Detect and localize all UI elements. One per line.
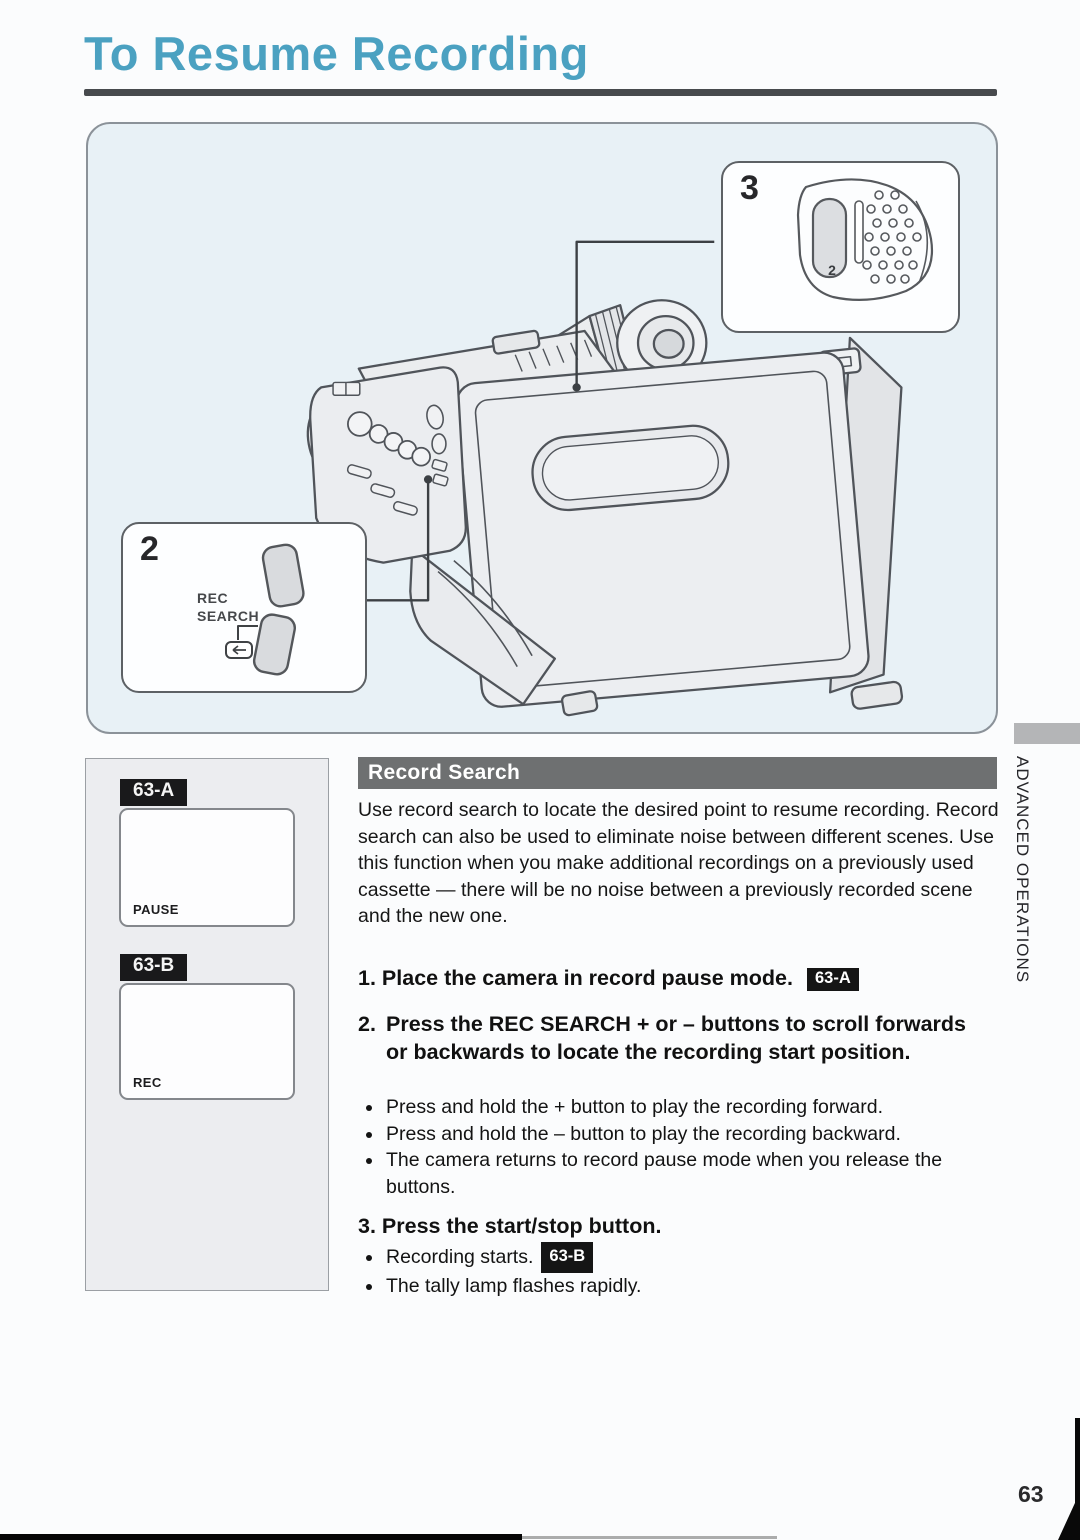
page-number: 63 — [1018, 1481, 1044, 1507]
note-text: The camera returns to record pause mode when you release the buttons. — [386, 1149, 943, 1198]
startstop-button-label: 2 — [828, 262, 836, 278]
screen-63b — [119, 983, 295, 1100]
step-1-ref-badge: 63-A — [807, 968, 859, 991]
note-text: Recording starts. — [386, 1246, 534, 1268]
note-text: Press and hold the + button to play the recording forward. — [386, 1096, 884, 1118]
callout3-number: 3 — [740, 169, 759, 207]
screen-badge-63a: 63-A — [120, 779, 187, 806]
note-item — [384, 1242, 996, 1273]
note-item — [384, 1147, 996, 1200]
indicator-pause: PAUSE — [133, 902, 179, 917]
recsearch-label-line2: SEARCH — [197, 608, 260, 624]
startstop-pointer-dot — [572, 383, 580, 391]
step-3-ref-badge: 63-B — [541, 1242, 593, 1273]
step-2-number: 2. — [358, 1012, 376, 1036]
callout2-number: 2 — [140, 530, 159, 568]
page-title: To Resume Recording — [84, 27, 589, 80]
step-3 — [358, 1214, 998, 1239]
screen-63a — [119, 808, 295, 927]
camcorder-figure-panel — [86, 122, 998, 734]
callout-step2-box — [121, 522, 367, 693]
section-header: Record Search — [358, 757, 997, 789]
note-item — [384, 1121, 996, 1148]
indicator-rec: REC — [133, 1075, 162, 1090]
title-rule — [84, 89, 997, 96]
startstop-panel-drawing — [751, 171, 953, 321]
recsearch-pointer-dot — [424, 475, 432, 483]
note-text: The tally lamp flashes rapidly. — [386, 1274, 642, 1297]
step-1 — [358, 966, 998, 991]
note-item — [384, 1094, 996, 1121]
step-1-text: Place the camera in record pause mode. — [381, 966, 793, 990]
screen-badge-63b: 63-B — [120, 954, 187, 981]
step-3-text: Press the start/stop button. — [381, 1214, 662, 1238]
step-2-text: Press the REC SEARCH + or – buttons to scroll forwards or backwards to locate the recording start position. — [386, 1012, 967, 1064]
chapter-side-label: ADVANCED OPERATIONS — [1013, 756, 1032, 984]
recsearch-label-line1: REC — [197, 590, 229, 606]
scan-edge-bottom — [0, 1534, 522, 1540]
step-2-notes — [364, 1094, 996, 1200]
scan-edge-bottom-fade — [522, 1536, 777, 1539]
step-2 — [358, 1011, 978, 1066]
step-3-notes — [364, 1242, 996, 1299]
callout-step3-box — [721, 161, 960, 333]
step-3-number: 3. — [358, 1214, 376, 1238]
note-text: Press and hold the – button to play the recording backward. — [386, 1122, 901, 1145]
step-1-number: 1. — [358, 966, 376, 990]
section-tab-marker — [1014, 723, 1080, 744]
screen-examples-panel — [85, 758, 329, 1291]
section-intro: Use record search to locate the desired point to resume recording. Record search can also be used to eliminate noise between different scenes. Use this function when you make additional recordings on a previously used cassette — there will be no noise between a previously recorded scene and the new one. — [358, 799, 999, 927]
note-item — [384, 1273, 996, 1300]
